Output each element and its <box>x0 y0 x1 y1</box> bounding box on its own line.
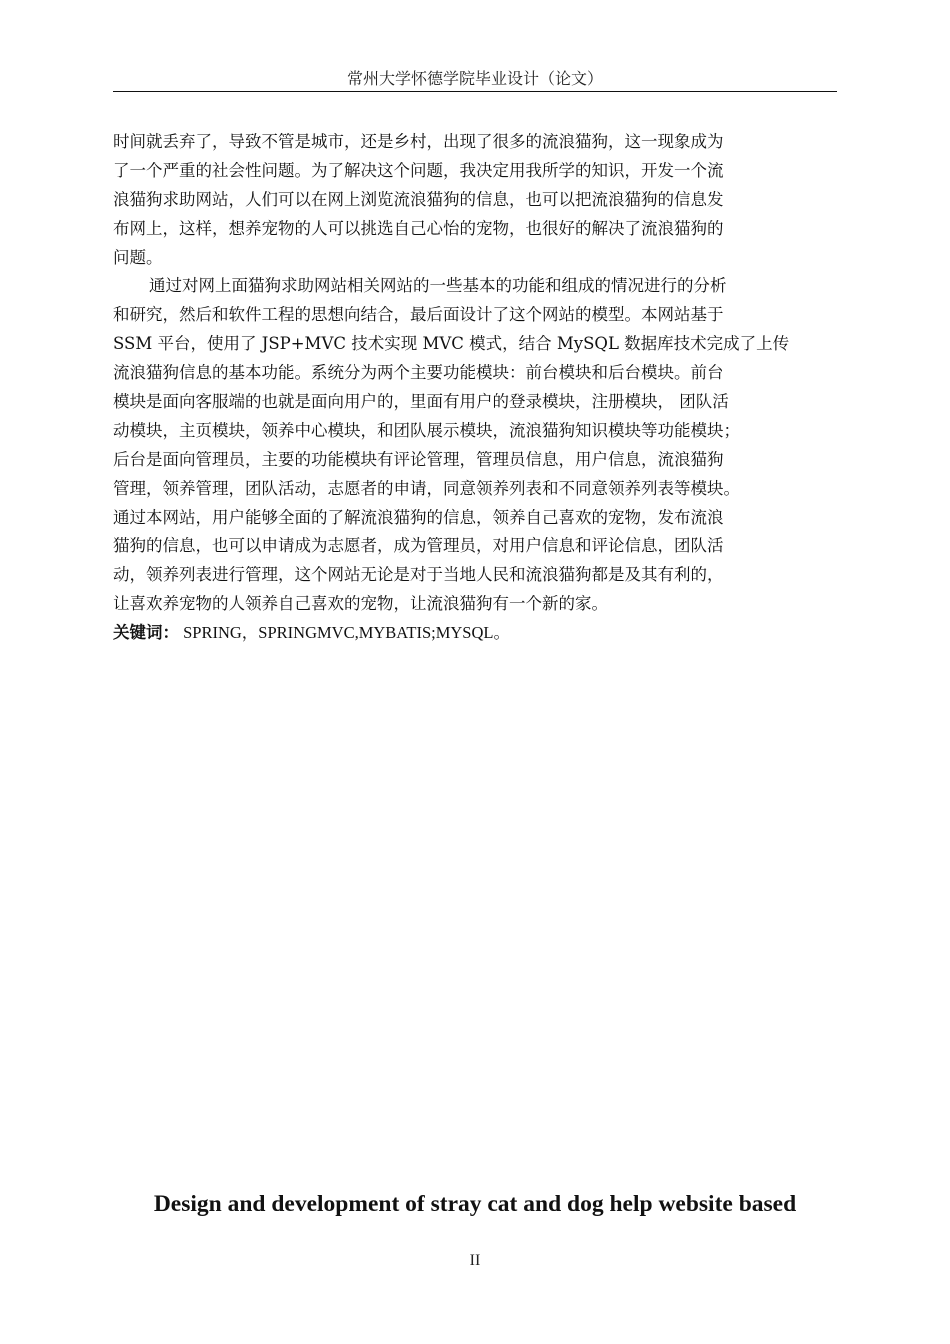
text-line: 布网上，这样，想养宠物的人可以挑选自己心怡的宠物，也很好的解决了流浪猫狗的 <box>113 218 724 238</box>
abstract-body <box>113 128 843 648</box>
text-line: 了一个严重的社会性问题。为了解决这个问题，我决定用我所学的知识，开发一个流 <box>113 160 724 180</box>
text-line: 管理，领养管理，团队活动，志愿者的申请，同意领养列表和不同意领养列表等模块。 <box>113 478 740 498</box>
text-line: 通过本网站，用户能够全面的了解流浪猫狗的信息，领养自己喜欢的宠物，发布流浪 <box>113 507 724 527</box>
text-line: 后台是面向管理员，主要的功能模块有评论管理，管理员信息，用户信息，流浪猫狗 <box>113 449 724 469</box>
text-line: 模块是面向客服端的也就是面向用户的，里面有用户的登录模块，注册模块， 团队活 <box>113 392 729 412</box>
text-line: 时间就丢弃了，导致不管是城市，还是乡村，出现了很多的流浪猫狗，这一现象成为 <box>113 132 724 151</box>
text-line: 浪猫狗求助网站，人们可以在网上浏览流浪猫狗的信息，也可以把流浪猫狗的信息发 <box>113 189 724 209</box>
keywords-value: SPRING，SPRINGMVC,MYBATIS;MYSQL。 <box>179 623 510 643</box>
keywords-line <box>113 619 843 648</box>
text-line: 问题。 <box>113 247 163 267</box>
text-line: SSM 平台，使用了 JSP+MVC 技术实现 MVC 模式，结合 MySQL 数据库技术完成了上传 <box>113 334 790 354</box>
header-divider <box>113 91 837 92</box>
paragraph-first-line: 通过对网上面猫狗求助网站相关网站的一些基本的功能和组成的情况进行的分析 <box>149 276 727 296</box>
text-line: 动，领养列表进行管理，这个网站无论是对于当地人民和流浪猫狗都是及其有利的， <box>113 565 724 585</box>
text-line: 流浪猫狗信息的基本功能。系统分为两个主要功能模块：前台模块和后台模块。前台 <box>113 363 724 383</box>
text-line: 让喜欢养宠物的人领养自己喜欢的宠物，让流浪猫狗有一个新的家。 <box>113 594 608 614</box>
text-line: 猫狗的信息，也可以申请成为志愿者，成为管理员，对用户信息和评论信息，团队活 <box>113 536 724 556</box>
text-line: 和研究，然后和软件工程的思想向结合，最后面设计了这个网站的模型。本网站基于 <box>113 305 724 325</box>
text-line: 动模块，主页模块，领养中心模块，和团队展示模块，流浪猫狗知识模块等功能模块； <box>113 420 740 440</box>
page-header-title: 常州大学怀德学院毕业设计（论文） <box>346 69 603 88</box>
keywords-label: 关键词： <box>113 623 179 643</box>
english-title: Design and development of stray cat and dog help website based <box>153 1191 797 1217</box>
page-number: II <box>469 1252 481 1269</box>
